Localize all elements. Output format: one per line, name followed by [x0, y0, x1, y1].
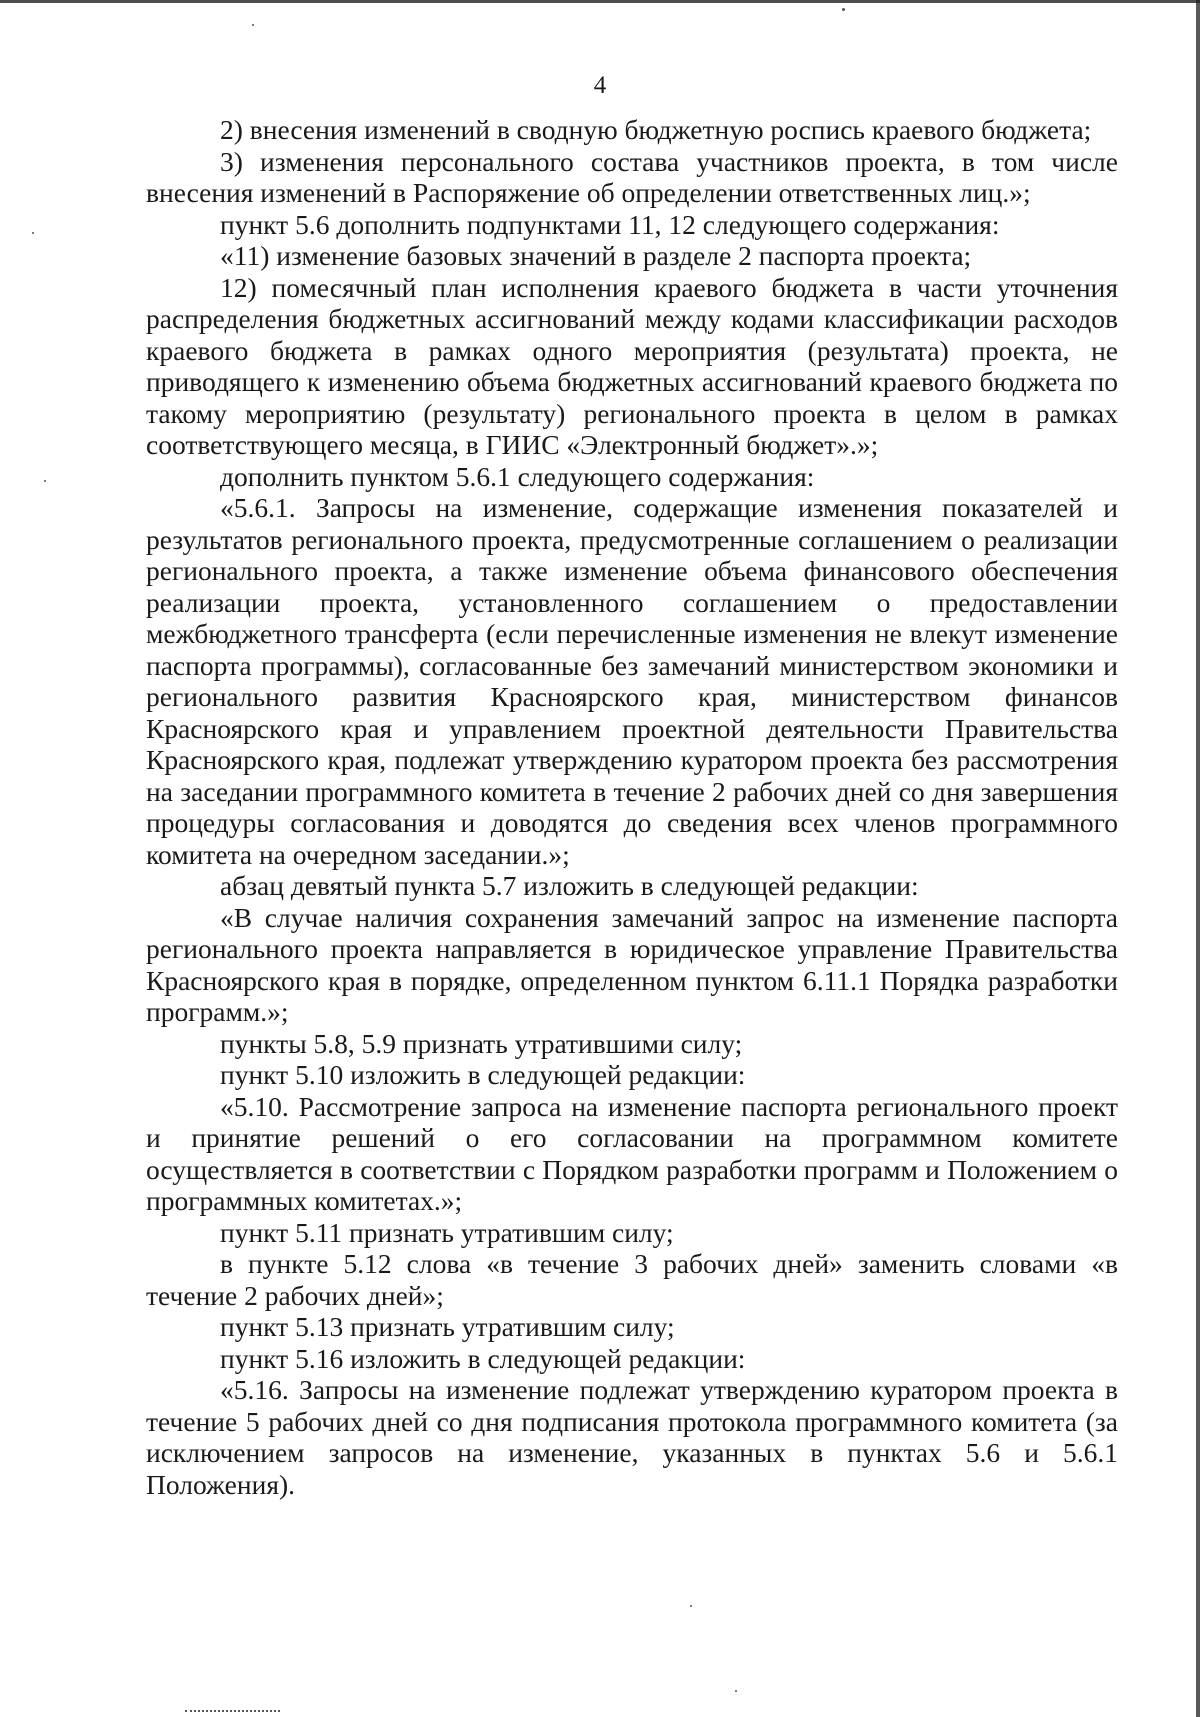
- paragraph: пункт 5.13 признать утратившим силу;: [220, 1311, 675, 1342]
- paragraph: абзац девятый пункта 5.7 изложить в следующей редакции:: [220, 870, 919, 901]
- paragraph: «5.10. Рассмотрение запроса на изменение паспорта регионального проект и принятие решений о его согласовании на программном комитете осуществляется в соответствии с Порядком разработки программ и Положением о программных комитетах.»;: [146, 1090, 1118, 1216]
- scan-speck: [252, 24, 254, 26]
- paragraph: 12) помесячный план исполнения краевого бюджета в части уточнения распределения бюджетных ассигнований между кодами классификации расходов краевого бюджета в рамках одного мероприятия (результата) проекта, не приводящего к изменению объема бюджетных ассигнований краевого бюджета по такому мероприятию (результату) регионального проекта в целом в рамках соответствующего месяца, в ГИИС «Электронный бюджет».»;: [146, 271, 1118, 460]
- paragraph: 3) изменения персонального состава участников проекта, в том числе внесения изменений в Распоряжение об определении ответственных лиц.»;: [146, 145, 1118, 208]
- scan-artifact: [185, 1710, 280, 1714]
- scan-border-right: [1196, 0, 1200, 1717]
- paragraph: пункт 5.6 дополнить подпунктами 11, 12 следующего содержания:: [220, 208, 1000, 240]
- page-number: 4: [593, 72, 607, 99]
- paragraph: пункт 5.10 изложить в следующей редакции:: [220, 1059, 746, 1090]
- scan-speck: [44, 480, 46, 482]
- scan-speck: [690, 1605, 692, 1607]
- paragraph: «11) изменение базовых значений в разделе 2 паспорта проекта;: [220, 240, 972, 271]
- paragraph: пункты 5.8, 5.9 признать утратившими силу;: [220, 1027, 743, 1059]
- document-body: [146, 114, 1118, 1500]
- paragraph: в пункте 5.12 слова «в течение 3 рабочих дней» заменить словами «в течение 2 рабочих дней»;: [146, 1248, 1118, 1311]
- scan-speck: [842, 8, 845, 11]
- scan-speck: [735, 1690, 737, 1692]
- paragraph: «5.6.1. Запросы на изменение, содержащие изменения показателей и результатов регионального проекта, предусмотренные соглашением о реализации регионального проекта, а также изменение объема финансового обеспечения реализации проекта, установленного соглашением о предоставлении межбюджетного трансферта (если перечисленные изменения не влекут изменение паспорта программы), согласованные без замечаний министерством экономики и регионального развития Красноярского края, министерством финансов Красноярского края и управлением проектной деятельности Правительства Красноярского края, подлежат утверждению куратором проекта без рассмотрения на заседании программного комитета в течение 2 рабочих дней со дня завершения процедуры согласования и доводятся до сведения всех членов программного комитета на очередном заседании.»;: [146, 492, 1118, 870]
- paragraph: дополнить пунктом 5.6.1 следующего содержания:: [220, 460, 815, 492]
- scan-border-top: [0, 0, 1200, 3]
- scan-speck: [32, 232, 34, 234]
- paragraph: «В случае наличия сохранения замечаний запрос на изменение паспорта регионального проекта направляется в юридическое управление Правительства Красноярского края в порядке, определенном пунктом 6.11.1 Порядка разработки программ.»;: [146, 901, 1118, 1027]
- paragraph: пункт 5.11 признать утратившим силу;: [220, 1216, 674, 1248]
- paragraph: «5.16. Запросы на изменение подлежат утверждению куратором проекта в течение 5 рабочих дней со дня подписания протокола программного комитета (за исключением запросов на изменение, указанных в пунктах 5.6 и 5.6.1 Положения).: [146, 1374, 1118, 1500]
- paragraph: пункт 5.16 изложить в следующей редакции:: [220, 1342, 746, 1374]
- paragraph: 2) внесения изменений в сводную бюджетную роспись краевого бюджета;: [220, 114, 1092, 145]
